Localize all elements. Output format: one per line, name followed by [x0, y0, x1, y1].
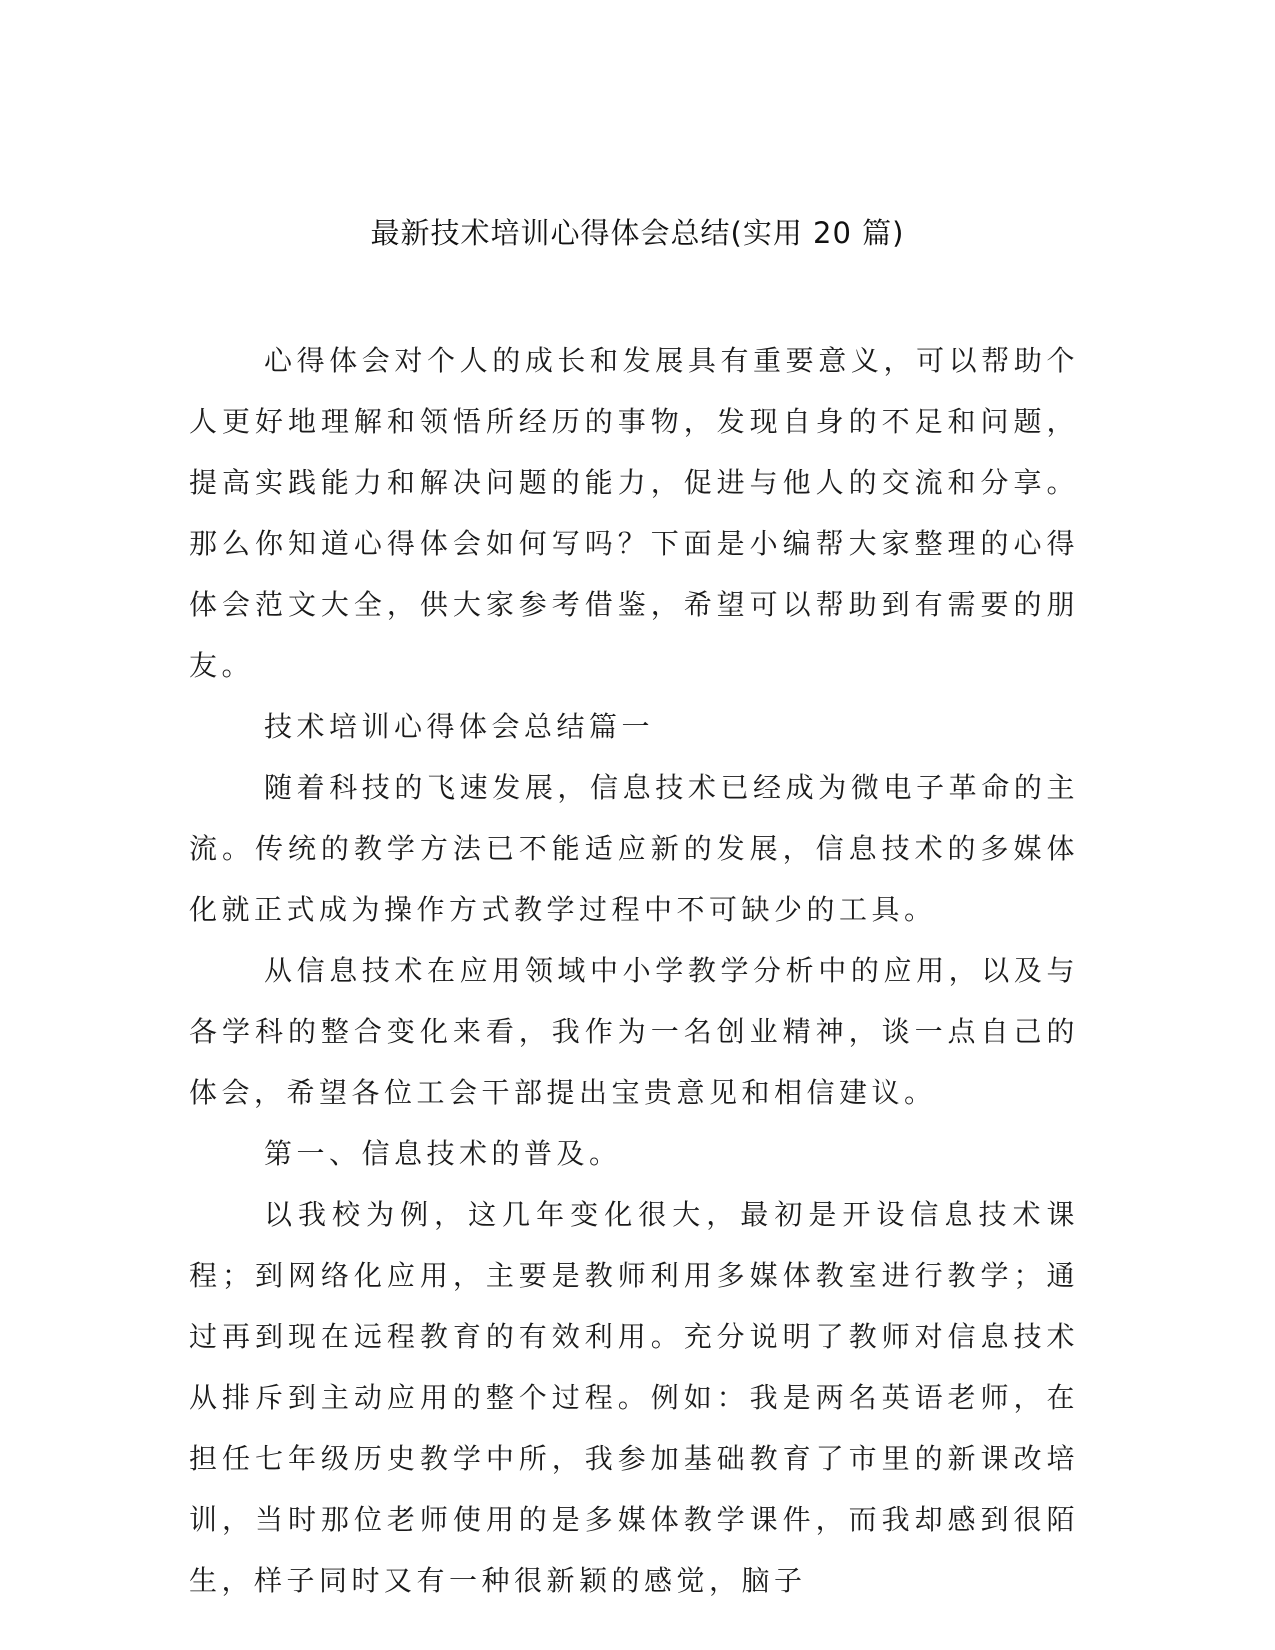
body-paragraph: 以我校为例，这几年变化很大，最初是开设信息技术课程；到网络化应用，主要是教师利用多媒体教室进行教学；通过再到现在远程教育的有效利用。充分说明了教师对信息技术从排斥到主动应用的整个过程。例如：我是两名英语老师，在担任七年级历史教学中所，我参加基础教育了市里的新课改培训，当时那位老师使用的是多媒体教学课件，而我却感到很陌生，样子同时又有一种很新颖的感觉，脑子 — [189, 1198, 1079, 1597]
body-paragraph: 随着科技的飞速发展，信息技术已经成为微电子革命的主流。传统的教学方法已不能适应新的发展，信息技术的多媒体化就正式成为操作方式教学过程中不可缺少的工具。 — [189, 771, 1079, 926]
section-heading: 技术培训心得体会总结篇一 — [264, 710, 655, 743]
subsection-heading: 第一、信息技术的普及。 — [264, 1137, 622, 1170]
body-paragraph: 从信息技术在应用领域中小学教学分析中的应用，以及与各学科的整合变化来看，我作为一名创业精神，谈一点自己的体会，希望各位工会干部提出宝贵意见和相信建议。 — [189, 954, 1079, 1109]
document-body — [189, 330, 1079, 1611]
document-title: 最新技术培训心得体会总结(实用 20 篇) — [370, 216, 905, 250]
intro-paragraph: 心得体会对个人的成长和发展具有重要意义，可以帮助个人更好地理解和领悟所经历的事物，发现自身的不足和问题，提高实践能力和解决问题的能力，促进与他人的交流和分享。那么你知道心得体会如何写吗？下面是小编帮大家整理的心得体会范文大全，供大家参考借鉴，希望可以帮助到有需要的朋友。 — [189, 344, 1079, 682]
